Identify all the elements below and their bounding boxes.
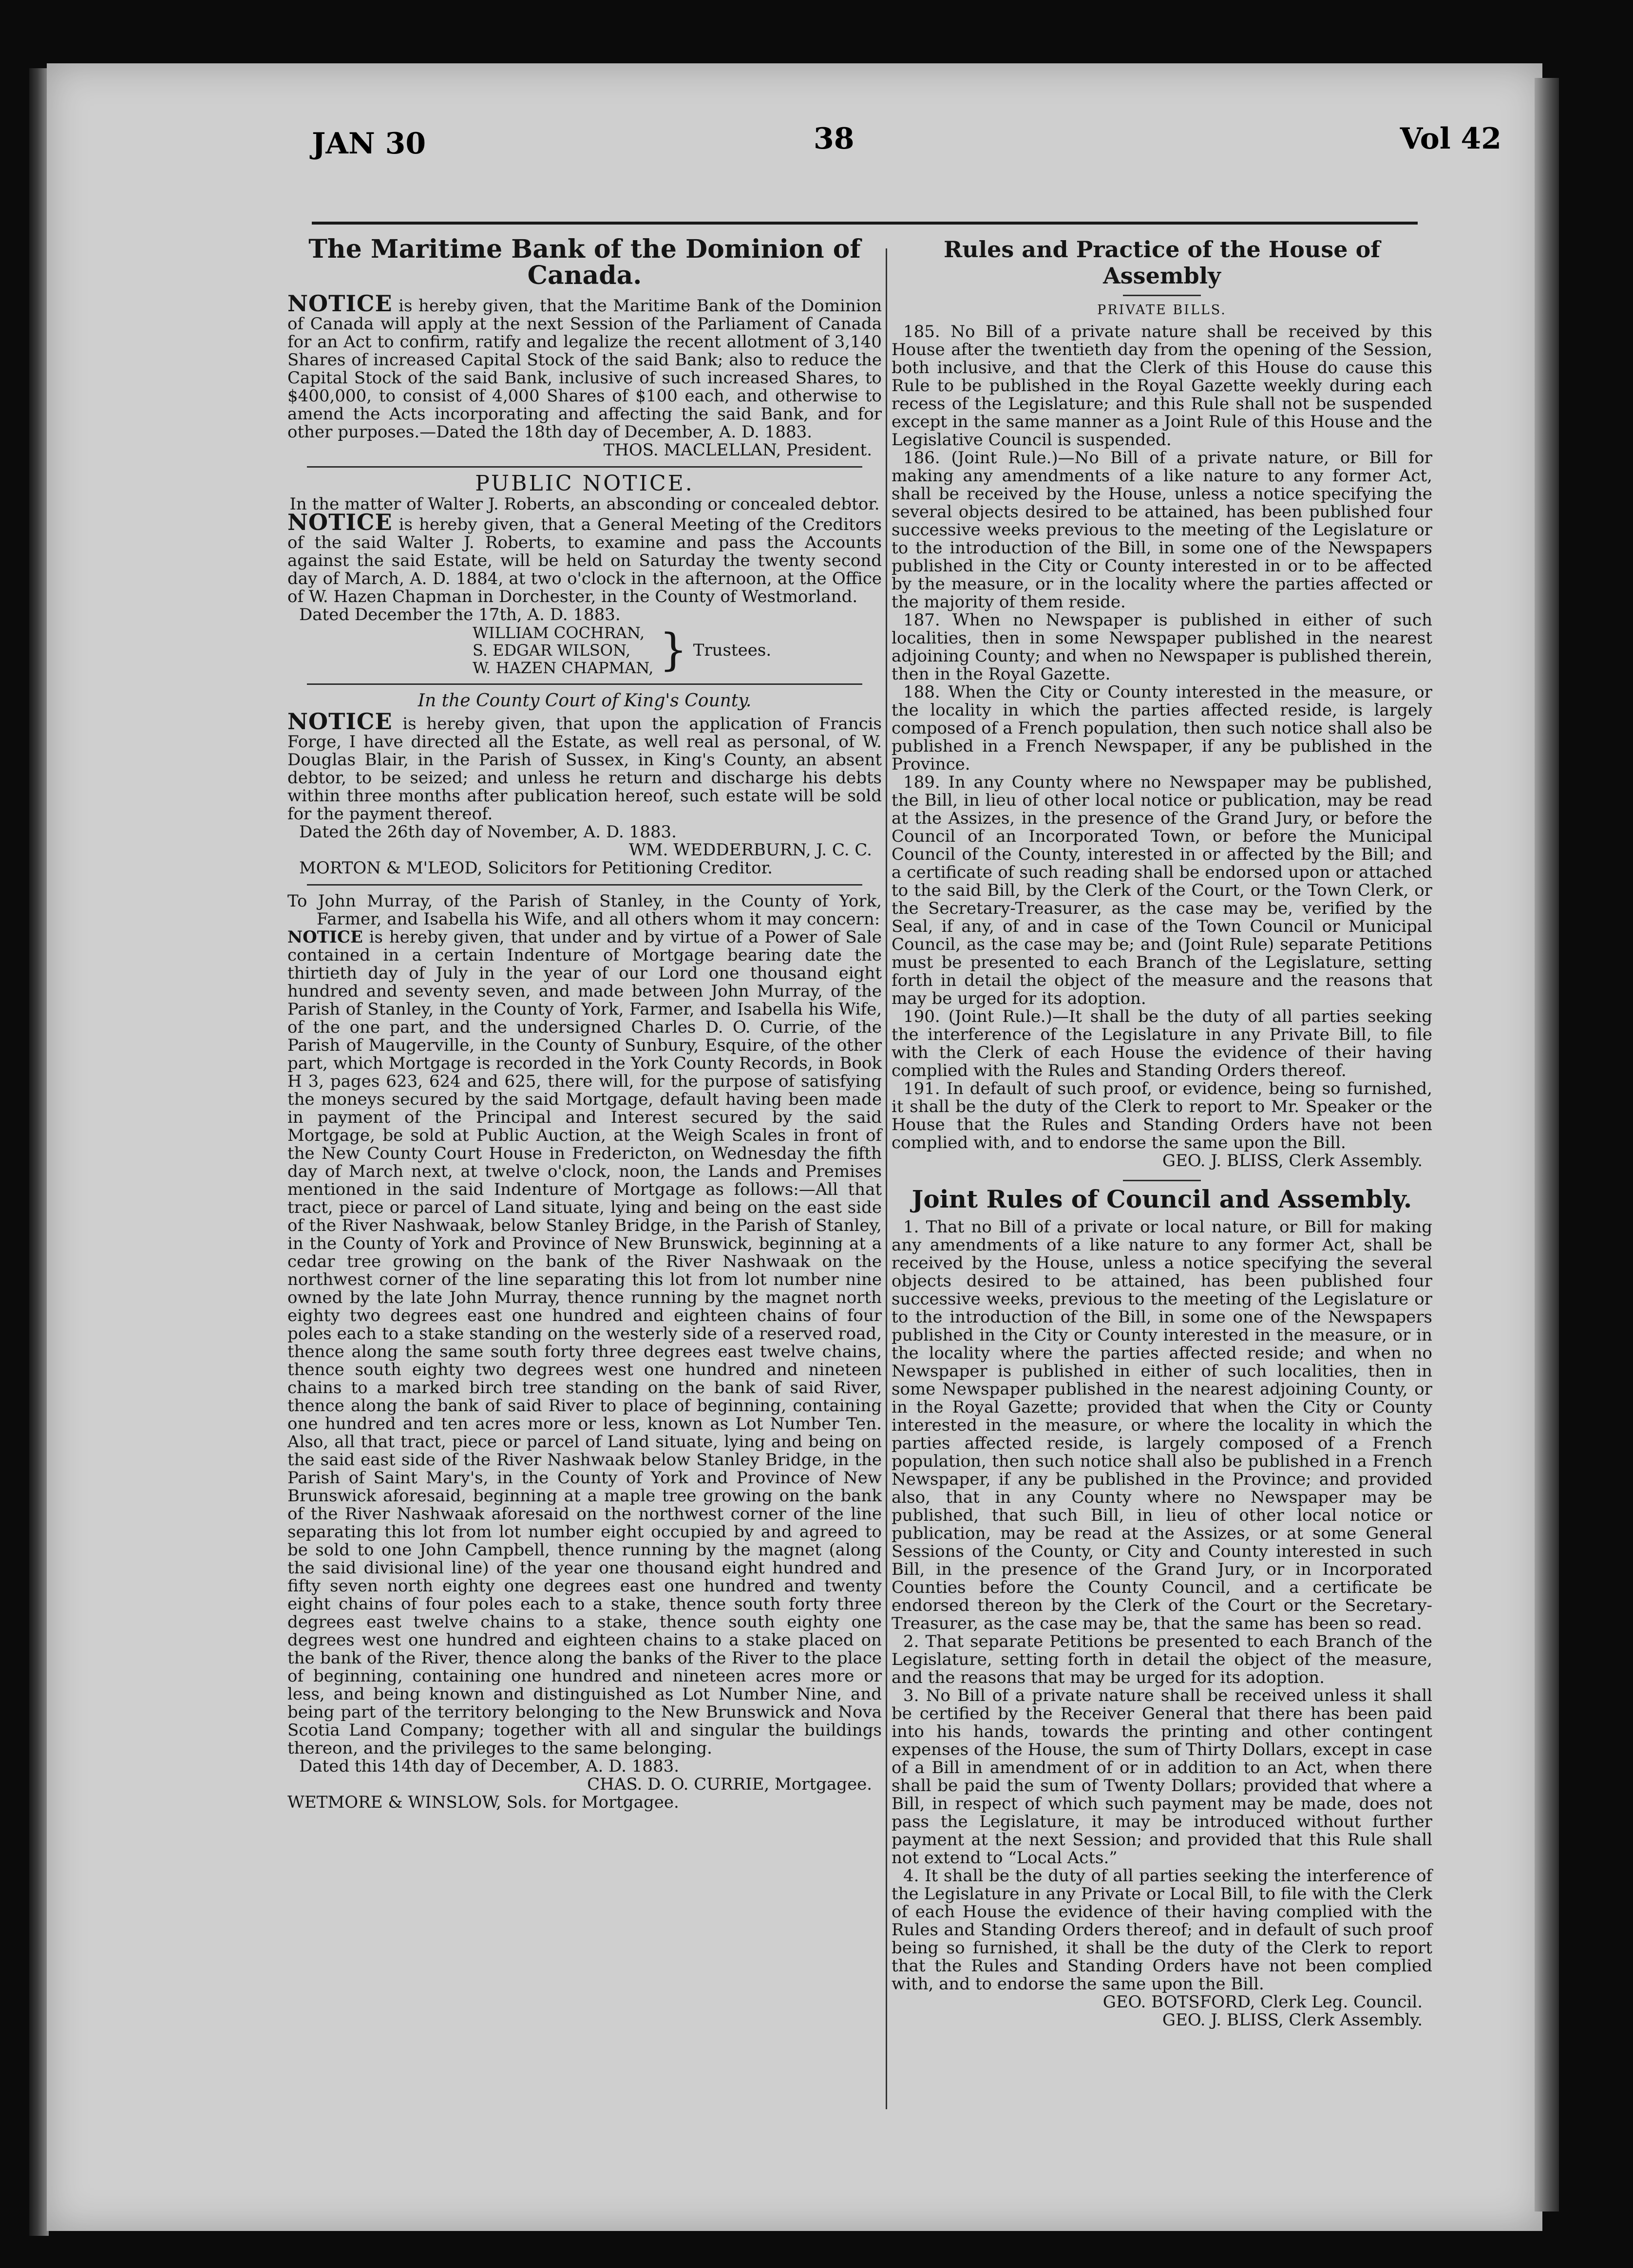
bank-notice-text xyxy=(287,290,882,442)
right-column xyxy=(892,231,1432,2029)
section-rule xyxy=(1123,1180,1201,1181)
joint-rules-signer-assembly: GEO. J. BLISS, Clerk Assembly. xyxy=(1162,2010,1423,2030)
bank-notice-body: is hereby given, that the Maritime Bank of the Dominion of Canada will apply at the next Session of the Parliament of Canada for an Act to confirm, ratify and legalize the recent allotment of 3,140 Shares of increased Capital Stock of the said Bank; also to reduce the Capital Stock of the said Bank, inclusive of such increased Shares, to $400,000, to consist of 4,000 Shares of $100 each, and otherwise to amend the Acts incorporating and affecting the said Bank, and for other purposes.—Dated the 18th day of December, A. D. 1883. xyxy=(287,296,882,442)
trustee-name: WILLIAM COCHRAN, xyxy=(473,624,645,642)
rule-paragraph: 189. In any County where no Newspaper may be published, the Bill, in lieu of other local notice or publication, may be read at the Assizes, in the presence of the Grand Jury, or before the Council of an Incorporated Town, or before the Municipal Council of the County, interested in or affected by the Bill; and a certificate of such reading shall be endorsed upon or attached to the said Bill, by the Clerk of the Court, or the Town Clerk, or the Secretary-Treasurer, as the case may be, verified by the Seal, if any, of and in case of the Town Council or Municipal Council, as the case may be; and (Joint Rule) separate Petitions must be presented to each Branch of the Legislature, setting forth in detail the object of the measure and the reasons that may be urged for its adoption. xyxy=(892,773,1432,1008)
section-rule xyxy=(307,884,862,886)
header-rule xyxy=(312,222,1418,225)
notice-word: NOTICE xyxy=(287,290,393,317)
trustee-name: S. EDGAR WILSON, xyxy=(473,641,631,660)
bank-notice-title: The Maritime Bank of the Dominion of Canada. xyxy=(308,234,861,290)
rule-paragraph: 188. When the City or County interested in the measure, or the locality in which the parties affected reside, is largely composed of a French population, then such notice shall also be published in a French Newspaper, if any be published in the Province. xyxy=(892,682,1432,774)
public-notice-dated: Dated December the 17th, A. D. 1883. xyxy=(299,605,621,624)
public-notice-body: is hereby given, that a General Meeting of the Creditors of the said Walter J. Roberts, to examine and pass the Accounts against the said Estate, will be held on Saturday the twenty second day of March, A. D. 1884, at two o'clock in the afternoon, at the Office of W. Hazen Chapman in Dorchester, in the County of Westmorland. xyxy=(287,515,882,606)
title-rule xyxy=(1123,295,1201,296)
rule-paragraph: 187. When no Newspaper is published in either of such localities, then in some Newspaper published in the nearest adjoining County; and when no Newspaper is published therein, then in the Royal Gazette. xyxy=(892,610,1432,684)
county-court-title: In the County Court of King's County. xyxy=(418,691,752,711)
notice-word: NOTICE xyxy=(287,509,393,535)
rule-paragraph: 1. That no Bill of a private or local nature, or Bill for making any amendments of a like nature to any former Act, shall be received by the House, unless a notice specifying the several objects desired to be attained, has been published four successive weeks, previous to the meeting of the Legislature or to the introduction of the Bill, in some one of the Newspapers published in the City or County interested in the measure, or in the locality where the parties affected reside; and when no Newspaper is published in either of such localities, then in some Newspaper published in the nearest adjoining County, or in the Royal Gazette; provided that when the City or County interested in the measure, or where the locality in which the parties affected reside, is largely composed of a French population, then such notice shall also be published in a French Newspaper, if any be published in the Province; and provided also, that in any County where no Newspaper may be published, that such Bill, in lieu of other local notice or publication, may be read at the Assizes, or at some General Sessions of the County, or City and County interested in such Bill, in the presence of the Grand Jury, or in Incorporated Counties before the County Council, and a certificate be endorsed thereon by the Clerk of the Court or the Secretary-Treasurer, as the case may be, that the same has been so read. xyxy=(892,1217,1432,1633)
section-rule xyxy=(307,683,862,685)
mortgage-signer: CHAS. D. O. CURRIE, Mortgagee. xyxy=(587,1775,872,1794)
rule-paragraph: 4. It shall be the duty of all parties seeking the interference of the Legislature in any Private or Local Bill, to file with the Clerk of each House the evidence of their having complied with the Rules and Standing Orders thereof; and in default of such proof being so furnished, it shall be the duty of the Clerk to report that the Rules and Standing Orders have not been complied with, and to endorse the same upon the Bill. xyxy=(892,1866,1432,1994)
rule-paragraph: 185. No Bill of a private nature shall be received by this House after the twentieth day from the opening of the Session, both inclusive, and that the Clerk of this House do cause this Rule to be published in the Royal Gazette weekly during each recess of the Legislature; and this Rule shall not be suspended except in the same manner as a Joint Rule of this House and the Legislative Council is suspended. xyxy=(892,322,1432,450)
bank-notice-signer: THOS. MACLELLAN, President. xyxy=(603,440,872,460)
rule-paragraph: 186. (Joint Rule.)—No Bill of a private nature, or Bill for making any amendments of a like nature to any former Act, shall be received by the House, unless a notice specifying the several objects desired to be attained, has been published four successive weeks previous to the meeting of the Legislature or to the introduction of the Bill, in some one of the Newspapers published in the City or County interested in or to be affected by the measure, or in the locality where the parties affected or the majority of them reside. xyxy=(892,448,1432,612)
county-court-text xyxy=(287,708,882,824)
rule-paragraph: 191. In default of such proof, or evidence, being so furnished, it shall be the duty of the Clerk to report to Mr. Speaker or the House that the Rules and Standing Orders have not been complied with, and to endorse the same upon the Bill. xyxy=(892,1079,1432,1153)
mortgage-body: is hereby given, that under and by virtue of a Power of Sale contained in a certain Indenture of Mortgage bearing date the thirtieth day of July in the year of our Lord one thousand eight hundred and seventy seven, and made between John Murray, of the Parish of Stanley, in the County of York, Farmer, and Isabella his Wife, of the one part, and the undersigned Charles D. O. Currie, of the Parish of Maugerville, in the County of Sunbury, Esquire, of the other part, which Mortgage is recorded in the York County Records, in Book H 3, pages 623, 624 and 625, there will, for the purpose of satisfying the moneys secured by the said Mortgage, default having been made in payment of the Principal and Interest secured by the said Mortgage, be sold at Public Auction, at the Weigh Scales in front of the New County Court House in Fredericton, on Wednesday the fifth day of March next, at twelve o'clock, noon, the Lands and Premises mentioned in the said Indenture of Mortgage as follows:—All that tract, piece or parcel of Land situate, lying and being on the east side of the River Nashwaak, below Stanley Bridge, in the Parish of Stanley, in the County of York and Province of New Brunswick, beginning at a cedar tree growing on the bank of the River Nashwaak on the northwest corner of the line separating this lot from lot number nine owned by the late John Murray, thence running by the magnet north eighty two degrees east one hundred and eighteen chains of four poles each to a stake standing on the westerly side of a reserved road, thence along the same south forty three degrees east twelve chains, thence south eighty two degrees west one hundred and nineteen chains to a marked birch tree standing on the bank of said River, thence along the bank of said River to place of beginning, containing one hundred and ten acres more or less, known as Lot Number Ten. Also, all that tract, piece or parcel of Land situate, lying and being on the said east side of the River Nashwaak below Stanley Bridge, in the Parish of Saint Mary's, in the County of York and Province of New Brunswick aforesaid, beginning at a maple tree growing on the bank of the River Nashwaak aforesaid on the northwest corner of the line separating this lot from lot number eight occupied by and agreed to be sold to one John Campbell, thence running by the magnet (along the said divisional line) of the year one thousand eight hundred and fifty seven north eighty one degrees east one hundred and twenty eight chains of four poles each to a stake, thence south forty three degrees east twelve chains to a stake, thence south eighty one degrees west one hundred and eighteen chains to a stake placed on the bank of the River, thence along the banks of the River to the place of beginning, containing one hundred and nineteen acres more or less, and being known and distinguished as Lot Number Nine, and being part of the territory belonging to the New Brunswick and Nova Scotia Land Company; together with all and singular the buildings thereon, and the privileges to the same belonging. xyxy=(287,927,882,1758)
page-header xyxy=(312,122,1501,175)
brace-glyph: } xyxy=(659,624,687,676)
notice-word: NOTICE xyxy=(287,708,393,735)
page-edge xyxy=(1535,78,1559,2211)
county-court-signer: WM. WEDDERBURN, J. C. C. xyxy=(628,840,872,860)
house-rules-signer: GEO. J. BLISS, Clerk Assembly. xyxy=(1162,1151,1423,1171)
mortgage-solicitors: WETMORE & WINSLOW, Sols. for Mortgagee. xyxy=(287,1793,679,1812)
joint-rules-signer-council: GEO. BOTSFORD, Clerk Leg. Council. xyxy=(1102,1992,1423,2012)
public-notice-subtitle: In the matter of Walter J. Roberts, an absconding or concealed debtor. xyxy=(289,494,880,514)
bank-notice xyxy=(287,236,882,459)
mortgage-address: To John Murray, of the Parish of Stanley, in the County of York, Farmer, and Isabella his Wife, and all others whom it may concern: xyxy=(287,891,882,929)
rule-paragraph: 3. No Bill of a private nature shall be received unless it shall be certified by the Receiver General that there has been paid into his hands, towards the printing and other contingent expenses of the House, the sum of Thirty Dollars, except in case of a Bill in amendment of or in addition to an Act, when there shall be paid the sum of Twenty Dollars; provided that where a Bill, in respect of which such payment may be made, does not pass the Legislature, it may be introduced without further payment at the next Session; and provided that this Rule shall not extend to “Local Acts.” xyxy=(892,1686,1432,1868)
trustee-names xyxy=(473,624,653,677)
public-notice xyxy=(287,471,882,677)
trustees-label: Trustees. xyxy=(693,640,772,660)
county-court-dated: Dated the 26th day of November, A. D. 1883. xyxy=(299,822,677,842)
mortgage-dated: Dated this 14th day of December, A. D. 1883. xyxy=(299,1757,680,1776)
county-court-solicitors: MORTON & M'LEOD, Solicitors for Petitioning Creditor. xyxy=(299,858,773,878)
trustees-block xyxy=(473,624,882,677)
page-number: 38 xyxy=(814,122,854,156)
house-rules-title: Rules and Practice of the House of Assembly xyxy=(943,236,1381,289)
public-notice-title: PUBLIC NOTICE. xyxy=(475,471,694,496)
mortgage-notice xyxy=(287,892,882,1812)
column-divider xyxy=(886,248,887,2109)
county-court-notice xyxy=(287,692,882,877)
joint-rules xyxy=(892,1186,1432,2029)
mortgage-text xyxy=(287,928,882,1758)
rule-paragraph: 2. That separate Petitions be presented to each Branch of the Legislature, setting forth in detail the object of the measure, and the reasons that may be urged for its adoption. xyxy=(892,1632,1432,1687)
binding-shadow xyxy=(29,68,49,2236)
notice-word: NOTICE xyxy=(287,927,363,947)
house-rules-subtitle: PRIVATE BILLS. xyxy=(1097,302,1227,318)
section-rule xyxy=(307,466,862,468)
trustee-name: W. HAZEN CHAPMAN, xyxy=(473,659,654,677)
house-rules xyxy=(892,236,1432,1170)
rule-paragraph: 190. (Joint Rule.)—It shall be the duty of all parties seeking the interference of the Legislature in any Private Bill, to file with the Clerk of each House the evidence of their having complied with the Rules and Standing Orders thereof. xyxy=(892,1007,1432,1080)
public-notice-text xyxy=(287,509,882,606)
county-court-body: is hereby given, that upon the application of Francis Forge, I have directed all the Estate, as well real as personal, of W. Douglas Blair, in the Parish of Sussex, in King's County, an absent debtor, to be seized; and unless he return and discharge his debts within three months after publication hereof, such estate will be sold for the payment thereof. xyxy=(287,714,882,824)
issue-date: JAN 30 xyxy=(312,127,426,161)
volume-number: Vol 42 xyxy=(1400,122,1501,156)
joint-rules-title: Joint Rules of Council and Assembly. xyxy=(911,1185,1412,1213)
left-column xyxy=(287,231,882,1812)
